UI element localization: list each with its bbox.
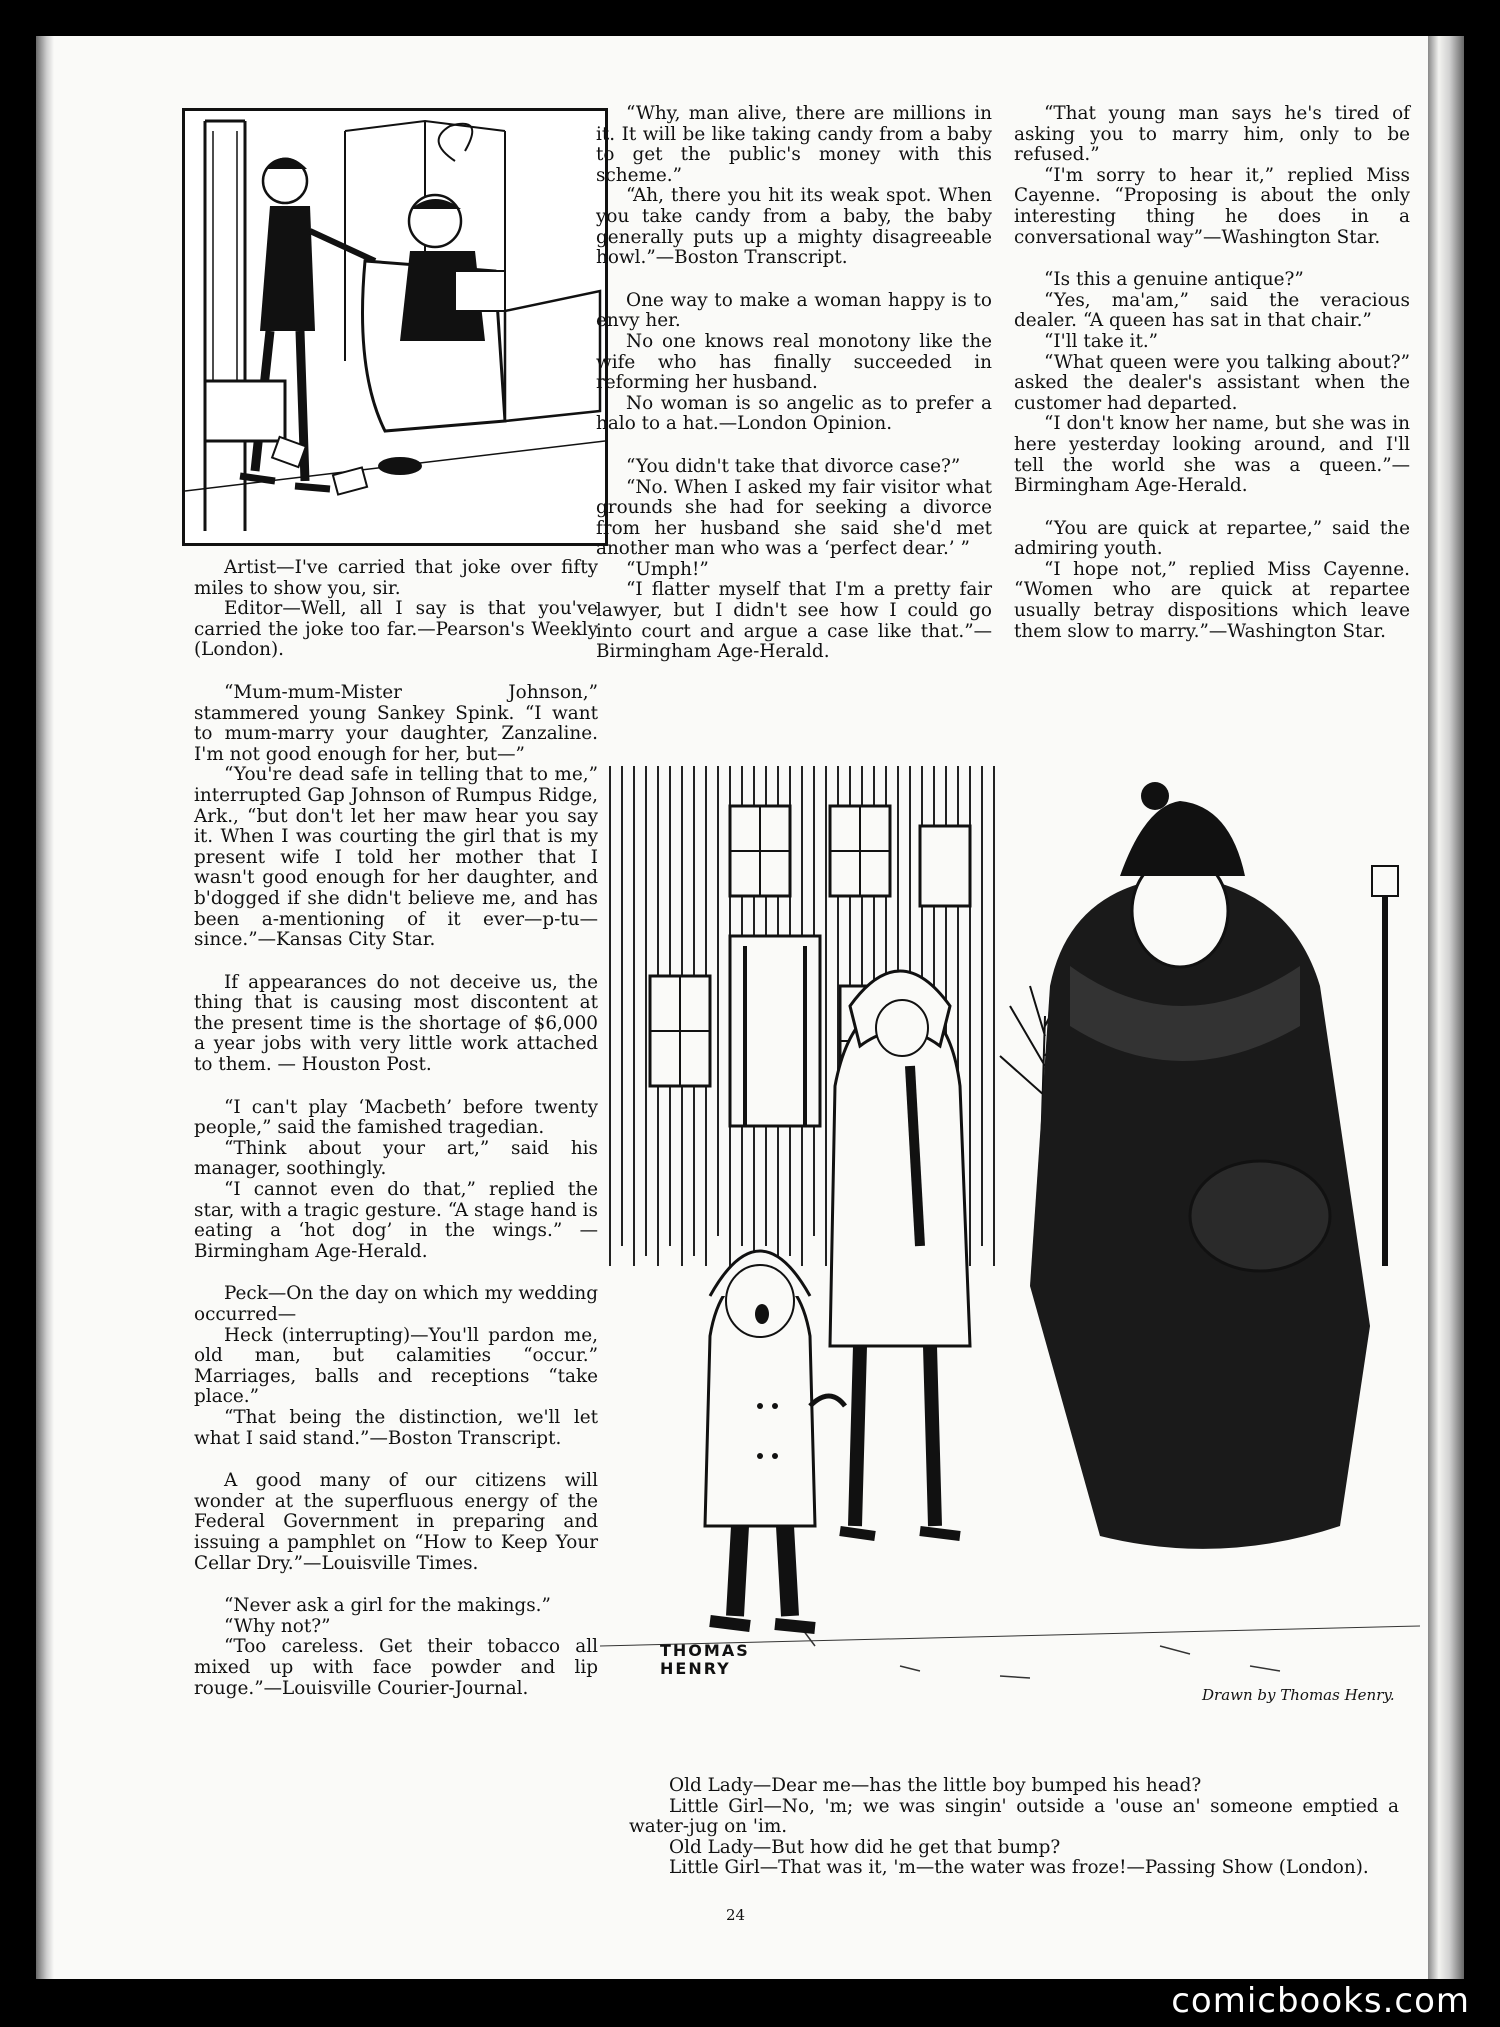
text-column-1 xyxy=(194,558,598,1699)
joke-paragraph: Artist—I've carried that joke over fifty miles to show you, sir. xyxy=(194,557,598,599)
joke-paragraph: “You are quick at repartee,” said the admiring youth. xyxy=(1014,517,1410,560)
artist-signature: THOMAS HENRY xyxy=(660,1641,750,1678)
joke-paragraph: “I'll take it.” xyxy=(1044,330,1159,352)
joke-paragraph: “That young man says he's tired of asking you to marry him, only to be refused.” xyxy=(1014,103,1410,166)
joke-paragraph: “Is this a genuine antique?” xyxy=(1044,269,1304,291)
caption-line: Old Lady—But how did he get that bump? xyxy=(669,1836,1061,1858)
joke-paragraph: “I hope not,” replied Miss Cayenne. “Women who are quick at repartee usually betray dispositions which leave them slow to marry.”—Washington Star. xyxy=(1014,558,1410,642)
joke-paragraph: “What queen were you talking about?” asked the dealer's assistant when the customer had departed. xyxy=(1014,351,1410,414)
joke-paragraph: “I cannot even do that,” replied the star, with a tragic gesture. “A stage hand is eating a ‘hot dog’ in the wings.” —Birmingham Age-Herald. xyxy=(194,1179,598,1262)
joke-paragraph: “Umph!” xyxy=(626,558,709,580)
joke-paragraph: “You're dead safe in telling that to me,” interrupted Gap Johnson of Rumpus Ridge, Ark., “but don't let her maw hear you say it. When I was courting the girl that is my present wife I told her mother that I wasn't good enough for her daughter, and b'dogged if she didn't believe me, and has been a-mentioning of it ever—p-tu—since.”—Kansas City Star. xyxy=(194,764,598,951)
caption-line: Old Lady—Dear me—has the little boy bumped his head? xyxy=(669,1775,1202,1796)
joke-paragraph: “Why, man alive, there are millions in it. It will be like taking candy from a baby to get the public's money with this scheme.” xyxy=(596,103,992,186)
joke-paragraph: “That being the distinction, we'll let what I said stand.”—Boston Transcript. xyxy=(194,1406,598,1449)
cartoon-artist-editor xyxy=(182,108,608,546)
joke-paragraph: “Never ask a girl for the makings.” xyxy=(224,1595,551,1617)
book-spine-edge xyxy=(1428,36,1464,1979)
joke-paragraph: A good many of our citizens will wonder at the superfluous energy of the Federal Government in preparing and issuing a pamphlet on “How to Keep Your Cellar Dry.”—Louisville Times. xyxy=(194,1470,598,1574)
page-number: 24 xyxy=(726,1906,746,1924)
joke-paragraph: “Yes, ma'am,” said the veracious dealer. “A queen has sat in that chair.” xyxy=(1014,289,1410,332)
winter-scene-drawing xyxy=(600,766,1420,1726)
text-column-3 xyxy=(1014,104,1410,642)
joke-paragraph: Heck (interrupting)—You'll pardon me, old man, but calamities “occur.” Marriages, balls and receptions “take place.” xyxy=(194,1324,598,1408)
joke-paragraph: “Too careless. Get their tobacco all mixed up with face powder and lip rouge.”—Louisville Courier-Journal. xyxy=(194,1636,598,1699)
magazine-page xyxy=(36,36,1464,1979)
joke-paragraph: “I'm sorry to hear it,” replied Miss Cayenne. “Proposing is about the only interesting thing he does in a conversational way”—Washington Star. xyxy=(1014,164,1410,248)
joke-paragraph: “No. When I asked my fair visitor what grounds she had for seeking a divorce from her husband she said she'd met another man who was a ‘perfect dear.’ ” xyxy=(596,476,992,560)
joke-paragraph: No woman is so angelic as to prefer a halo to a hat.—London Opinion. xyxy=(596,392,992,435)
illustration-caption xyxy=(629,1776,1399,1879)
page-gutter-shadow xyxy=(36,36,54,1979)
joke-paragraph: Editor—Well, all I say is that you've carried the joke too far.—Pearson's Weekly (London). xyxy=(194,598,598,661)
joke-paragraph: One way to make a woman happy is to envy her. xyxy=(596,289,992,332)
joke-paragraph: “I can't play ‘Macbeth’ before twenty people,” said the famished tragedian. xyxy=(194,1096,598,1139)
joke-paragraph: Peck—On the day on which my wedding occurred— xyxy=(194,1283,598,1325)
joke-paragraph: No one knows real monotony like the wife who has finally succeeded in reforming her husband. xyxy=(596,330,992,394)
joke-paragraph: “Ah, there you hit its weak spot. When you take candy from a baby, the baby generally puts up a mighty disagreeable howl.”—Boston Transcript. xyxy=(596,185,992,269)
joke-paragraph: “Mum-mum-Mister Johnson,” stammered young Sankey Spink. “I want to mum-marry your daughter, Zanzaline. I'm not good enough for her, but—” xyxy=(194,681,598,765)
caption-line: Little Girl—That was it, 'm—the water was froze!—Passing Show (London). xyxy=(669,1857,1369,1879)
joke-paragraph: “I flatter myself that I'm a pretty fair lawyer, but I didn't see how I could go into court and argue a case like that.”—Birmingham Age-Herald. xyxy=(596,579,992,663)
site-watermark: comicbooks.com xyxy=(1171,1981,1470,2021)
cartoon-artist-editor-drawing xyxy=(185,111,605,543)
joke-paragraph: “You didn't take that divorce case?” xyxy=(626,455,961,477)
joke-paragraph: If appearances do not deceive us, the thing that is causing most discontent at the present time is the shortage of $6,000 a year jobs with very little work attached to them. — Houston Post. xyxy=(194,971,598,1076)
caption-line: Little Girl—No, 'm; we was singin' outside a 'ouse an' someone emptied a water-jug on 'im. xyxy=(629,1795,1399,1838)
joke-paragraph: “Why not?” xyxy=(224,1615,331,1637)
joke-paragraph: “Think about your art,” said his manager, soothingly. xyxy=(194,1137,598,1180)
joke-paragraph: “I don't know her name, but she was in here yesterday looking around, and I'll tell the world she was a queen.”—Birmingham Age-Herald. xyxy=(1014,413,1410,497)
illustration-credit: Drawn by Thomas Henry. xyxy=(1202,1686,1395,1704)
text-column-2 xyxy=(596,104,992,663)
winter-scene-illustration xyxy=(600,766,1420,1726)
